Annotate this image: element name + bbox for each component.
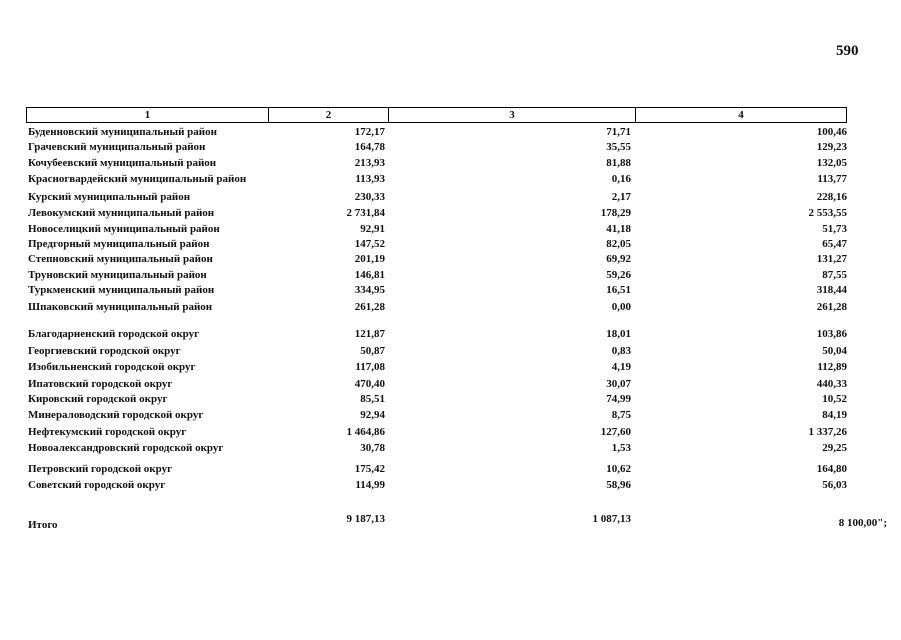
row-value-2: 261,28: [354, 301, 385, 313]
row-value-2: 175,42: [354, 463, 385, 475]
row-value-2: 92,91: [360, 223, 385, 235]
table-row: [0, 172, 901, 186]
table-row: [0, 222, 901, 236]
row-value-3: 0,16: [611, 173, 631, 185]
table-row: [0, 408, 901, 422]
row-value-4: 112,89: [817, 361, 847, 373]
row-value-4: 29,25: [822, 442, 847, 454]
table-row: [0, 327, 901, 341]
row-name: Туркменский муниципальный район: [28, 284, 215, 296]
row-value-3: 0,00: [611, 301, 631, 313]
row-value-3: 30,07: [606, 378, 631, 390]
row-name: Изобильненский городской округ: [28, 361, 196, 373]
row-value-4: 440,33: [816, 378, 847, 390]
total-value-3: 1 087,13: [592, 513, 631, 525]
row-value-2: 201,19: [354, 253, 385, 265]
row-name: Курский муниципальный район: [28, 191, 191, 203]
row-value-3: 8,75: [611, 409, 631, 421]
row-value-2: 213,93: [354, 157, 385, 169]
row-value-3: 18,01: [606, 328, 631, 340]
row-name: Новоселицкий муниципальный район: [28, 223, 220, 235]
row-value-3: 178,29: [600, 207, 631, 219]
row-value-4: 56,03: [822, 479, 847, 491]
row-value-2: 117,08: [355, 361, 385, 373]
row-value-2: 121,87: [354, 328, 385, 340]
table-row: [0, 140, 901, 154]
row-value-2: 230,33: [354, 191, 385, 203]
row-value-2: 164,78: [354, 141, 385, 153]
row-value-2: 85,51: [360, 393, 385, 405]
row-name: Кировский городской округ: [28, 393, 168, 405]
row-value-3: 1,53: [611, 442, 631, 454]
table-row: [0, 425, 901, 439]
table-row: [0, 156, 901, 170]
table-row: [0, 252, 901, 266]
row-value-4: 65,47: [822, 238, 847, 250]
row-value-3: 10,62: [606, 463, 631, 475]
row-value-2: 470,40: [354, 378, 385, 390]
table-header: [26, 107, 847, 123]
row-name: Степновский муниципальный район: [28, 253, 213, 265]
row-value-4: 103,86: [816, 328, 847, 340]
row-value-2: 114,99: [355, 479, 385, 491]
row-value-2: 50,87: [360, 345, 385, 357]
row-name: Грачевский муниципальный район: [28, 141, 206, 153]
table-row: [0, 392, 901, 406]
row-value-3: 71,71: [606, 126, 631, 138]
table-row: [0, 268, 901, 282]
table-row: [0, 283, 901, 297]
column-header-2: 2: [268, 108, 388, 122]
table-row: [0, 377, 901, 391]
row-name: Красногвардейский муниципальный район: [28, 173, 247, 185]
row-value-4: 50,04: [822, 345, 847, 357]
total-value-2: 9 187,13: [346, 513, 385, 525]
column-header-4: 4: [635, 108, 846, 122]
table-row: [0, 360, 901, 374]
table-row: [0, 190, 901, 204]
row-name: Ипатовский городской округ: [28, 378, 173, 390]
row-name: Кочубеевский муниципальный район: [28, 157, 217, 169]
row-value-4: 84,19: [822, 409, 847, 421]
row-value-3: 58,96: [606, 479, 631, 491]
table-row: [0, 237, 901, 251]
row-value-4: 87,55: [822, 269, 847, 281]
row-value-2: 30,78: [360, 442, 385, 454]
row-value-4: 129,23: [816, 141, 847, 153]
row-value-4: 164,80: [816, 463, 847, 475]
row-name: Петровский городской округ: [28, 463, 173, 475]
row-name: Левокумский муниципальный район: [28, 207, 215, 219]
row-value-4: 318,44: [816, 284, 847, 296]
row-value-2: 146,81: [354, 269, 385, 281]
table-row: [0, 478, 901, 492]
row-value-2: 1 464,86: [346, 426, 385, 438]
row-value-3: 69,92: [606, 253, 631, 265]
row-name: Советский городской округ: [28, 479, 166, 491]
row-value-2: 113,93: [355, 173, 385, 185]
row-value-3: 127,60: [600, 426, 631, 438]
row-value-2: 172,17: [354, 126, 385, 138]
row-value-4: 132,05: [816, 157, 847, 169]
table-row: [0, 344, 901, 358]
row-name: Благодарненский городской округ: [28, 328, 200, 340]
row-value-3: 41,18: [606, 223, 631, 235]
row-name: Минераловодский городской округ: [28, 409, 204, 421]
row-value-2: 92,94: [360, 409, 385, 421]
row-value-3: 82,05: [606, 238, 631, 250]
row-value-4: 261,28: [816, 301, 847, 313]
row-value-2: 334,95: [354, 284, 385, 296]
row-name: Новоалександровский городской округ: [28, 442, 224, 454]
row-value-3: 0,83: [611, 345, 631, 357]
row-value-3: 81,88: [606, 157, 631, 169]
total-value-4: 8 100,00";: [838, 517, 887, 529]
row-value-2: 147,52: [354, 238, 385, 250]
row-value-4: 51,73: [822, 223, 847, 235]
row-value-4: 113,77: [817, 173, 847, 185]
row-value-4: 131,27: [816, 253, 847, 265]
column-header-3: 3: [388, 108, 635, 122]
row-name: Георгиевский городской округ: [28, 345, 181, 357]
row-value-2: 2 731,84: [346, 207, 385, 219]
row-value-4: 228,16: [816, 191, 847, 203]
row-name: Нефтекумский городской округ: [28, 426, 187, 438]
row-value-3: 35,55: [606, 141, 631, 153]
table-row: [0, 462, 901, 476]
row-name: Предгорный муниципальный район: [28, 238, 210, 250]
table-row: [0, 206, 901, 220]
row-value-3: 2,17: [611, 191, 631, 203]
row-value-3: 16,51: [606, 284, 631, 296]
page-number: 590: [836, 43, 859, 59]
row-name: Труновский муниципальный район: [28, 269, 207, 281]
column-header-1: 1: [144, 109, 151, 121]
row-name: Шпаковский муниципальный район: [28, 301, 213, 313]
table-row: [0, 441, 901, 455]
total-label: Итого: [28, 519, 58, 531]
row-value-4: 1 337,26: [808, 426, 847, 438]
table-row: [0, 300, 901, 314]
row-value-4: 2 553,55: [808, 207, 847, 219]
total-row: [0, 512, 901, 531]
table-row: [0, 125, 901, 139]
row-value-3: 4,19: [611, 361, 631, 373]
row-value-3: 74,99: [606, 393, 631, 405]
row-value-4: 100,46: [816, 126, 847, 138]
row-value-3: 59,26: [606, 269, 631, 281]
row-value-4: 10,52: [822, 393, 847, 405]
row-name: Буденновский муниципальный район: [28, 126, 217, 138]
